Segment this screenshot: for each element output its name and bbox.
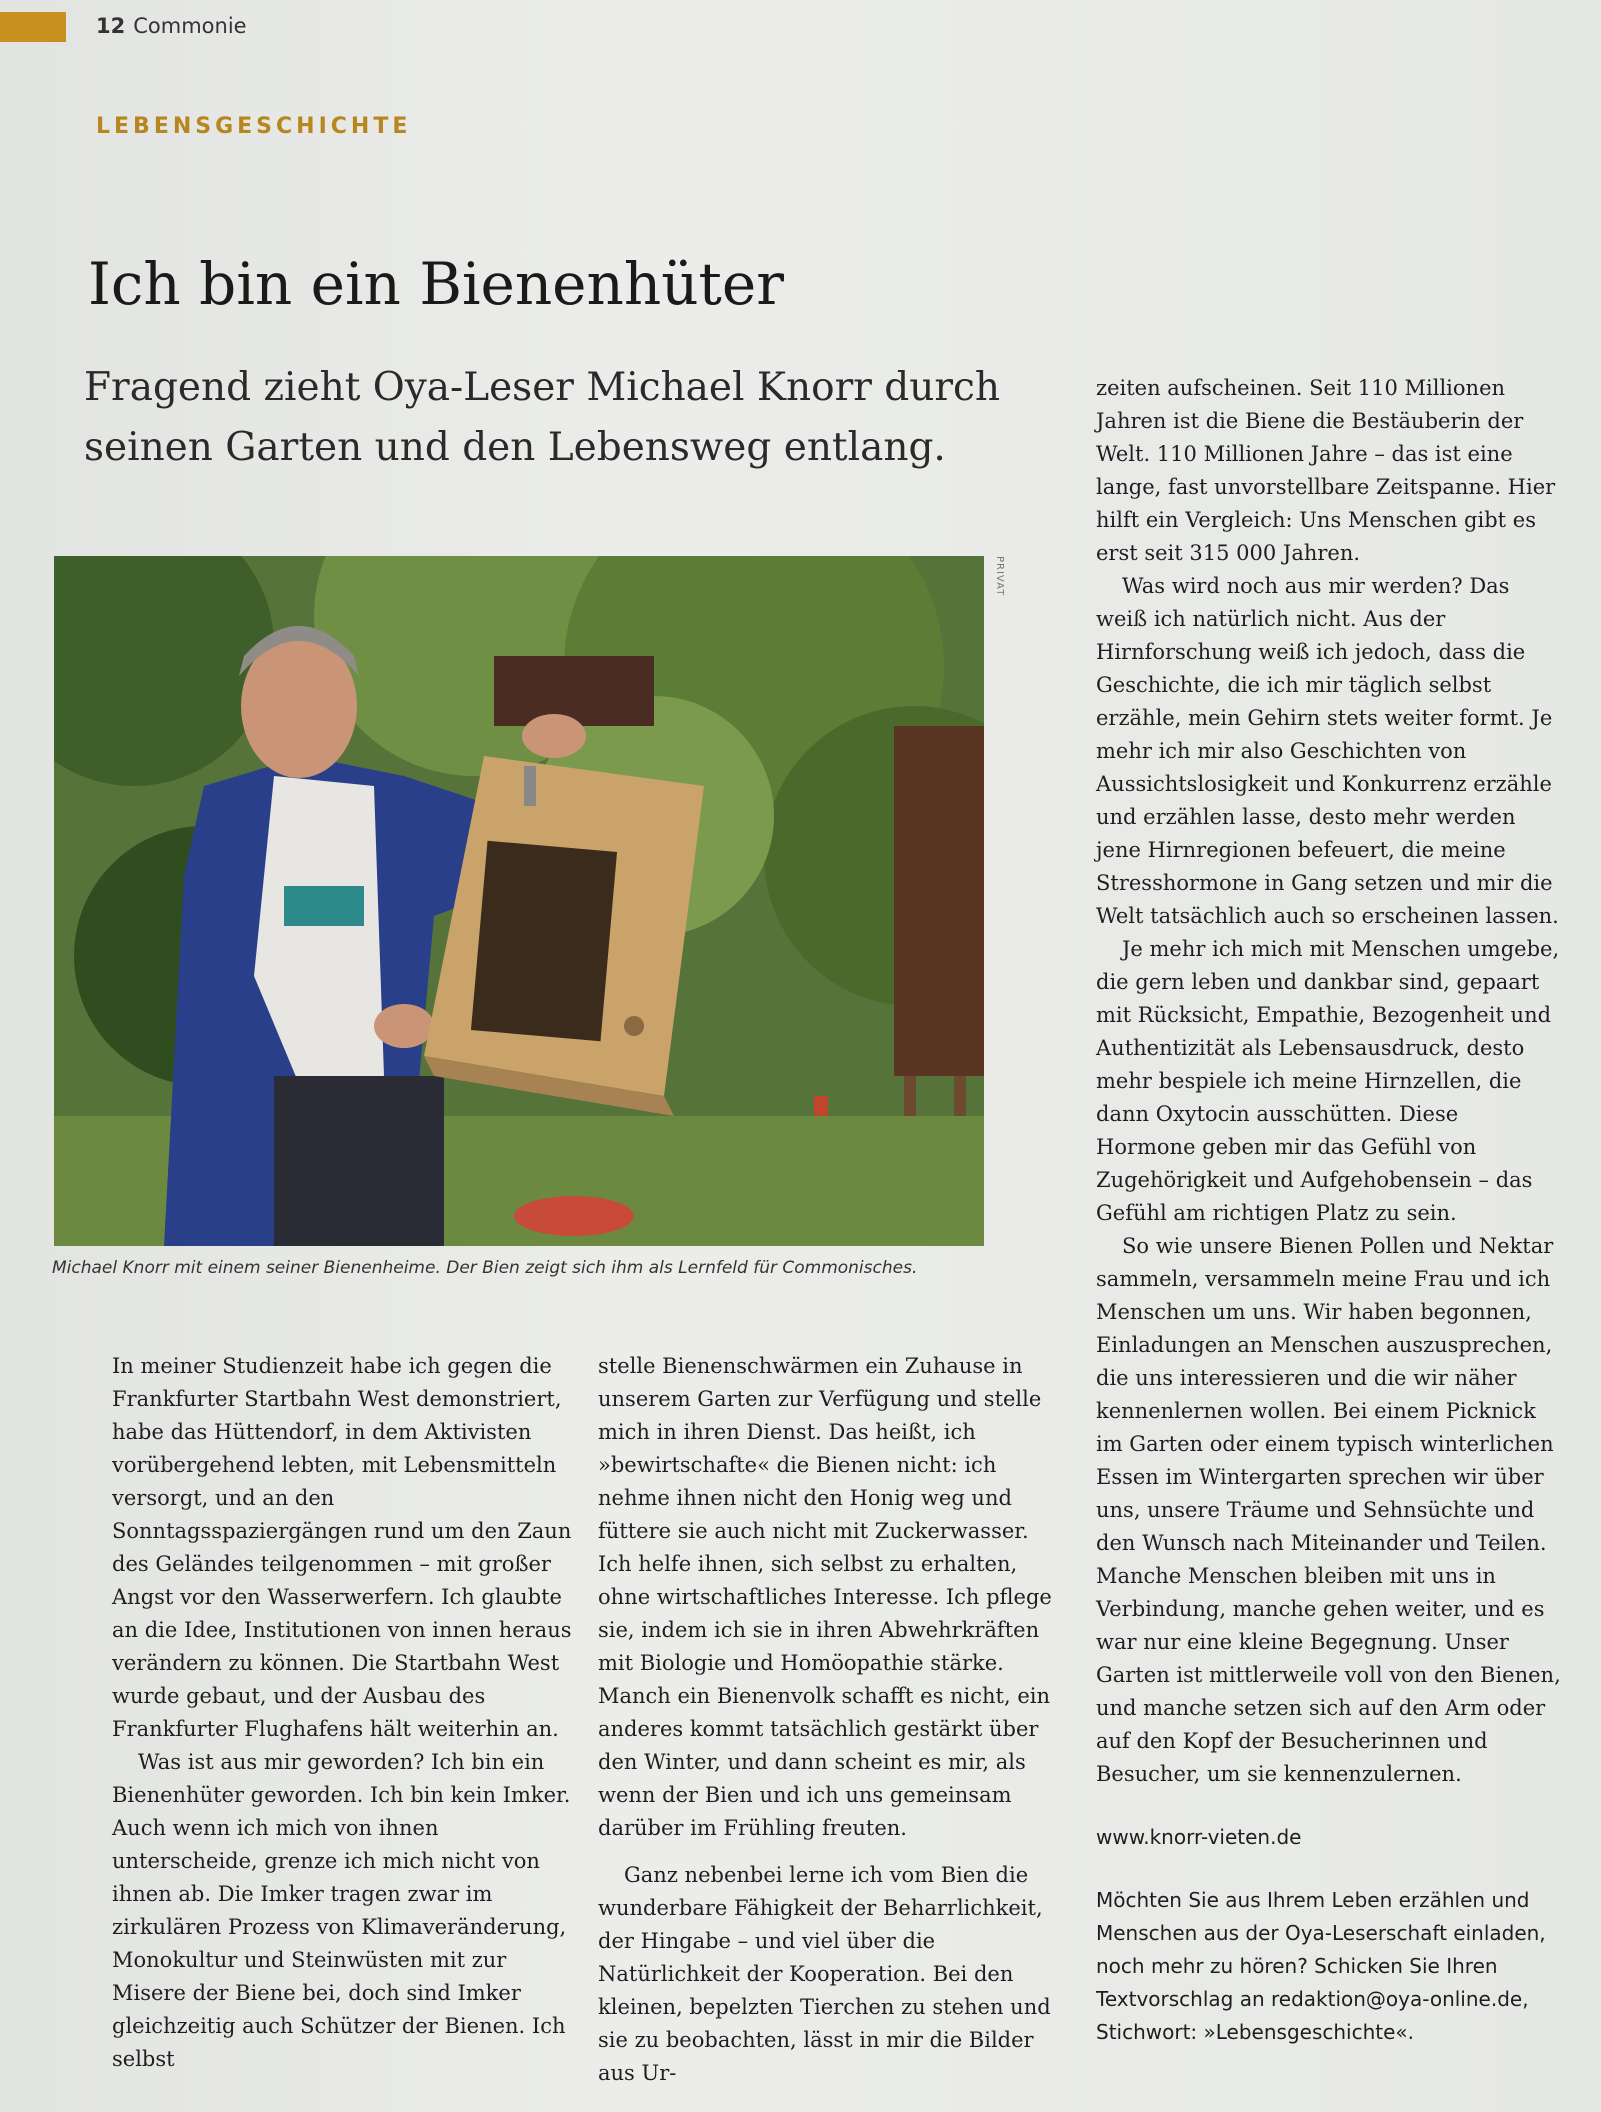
paragraph: Was wird noch aus mir werden? Das weiß ich natürlich nicht. Aus der Hirnforschung weiß ich jedoch, dass die Geschichte, die ich mir täglich selbst erzähle, mein Gehirn stets weiter formt. Je mehr ich mir also Geschichten von Aussichtslosigkeit und Konkurrenz erzähle und erzählen lasse, desto mehr werden jene Hirnregionen befeuert, die meine Stresshormone in Gang setzen und mir die Welt tatsächlich auch so erscheinen lassen. bbox=[1096, 574, 1559, 928]
reader-invitation: Möchten Sie aus Ihrem Leben erzählen und Menschen aus der Oya-Leserschaft einladen, noch mehr zu hören? Schicken Sie Ihren Textvorschlag an redaktion@oya-online.de, Stichwort: »Lebensgeschichte«. bbox=[1096, 1888, 1546, 2044]
body-column-2 bbox=[598, 1350, 1058, 2090]
paragraph: Ganz nebenbei lerne ich vom Bien die wunderbare Fähigkeit der Beharrlichkeit, der Hingabe – und viel über die Natürlichkeit der Kooperation. Bei den kleinen, bepelzten Tierchen zu stehen und sie zu beobachten, lässt in mir die Bilder aus Ur- bbox=[598, 1863, 1051, 2085]
paragraph: Was ist aus mir geworden? Ich bin ein Bienenhüter geworden. Ich bin kein Imker. Auch wenn ich mich von ihnen unterscheide, grenze ich mich nicht von ihnen ab. Die Imker tragen zwar im zirkulären Prozess von Klimaveränderung, Monokultur und Steinwüsten mit zur Misere der Biene bei, doch sind Imker gleichzeitig auch Schützer der Bienen. Ich selbst bbox=[112, 1750, 571, 2071]
article-headline: Ich bin ein Bienenhüter bbox=[88, 250, 784, 318]
article-subhead: Fragend zieht Oya-Leser Michael Knorr durch seinen Garten und den Lebensweg entlang. bbox=[84, 365, 1000, 470]
paragraph: So wie unsere Bienen Pollen und Nektar sammeln, versammeln meine Frau und ich Menschen um uns. Wir haben begonnen, Einladungen an Menschen auszusprechen, die uns interessieren und die wir näher kennenlernen wollen. Bei einem Picknick im Garten oder einem typisch winterlichen Essen im Wintergarten sprechen wir über uns, unsere Träume und Sehnsüchte und den Wunsch nach Miteinander und Teilen. Manche Menschen bleiben mit uns in Verbindung, manche gehen weiter, und es war nur eine kleine Begegnung. Unser Garten ist mittlerweile voll von den Bienen, und manche setzen sich auf den Arm oder auf den Kopf der Besucherinnen und Besucher, um sie kennenzulernen. bbox=[1096, 1234, 1561, 1786]
section-kicker: LEBENSGESCHICHTE bbox=[96, 114, 412, 139]
photo-caption: Michael Knorr mit einem seiner Bienenheime. Der Bien zeigt sich ihm als Lernfeld für Commonisches. bbox=[52, 1258, 918, 1278]
article-photo bbox=[54, 556, 984, 1246]
paragraph: Je mehr ich mich mit Menschen umgebe, die gern leben und dankbar sind, gepaart mit Rücksicht, Empathie, Bezogenheit und Authentizität als Lebensausdruck, desto mehr bespiele ich meine Hirnzellen, die dann Oxytocin ausschütten. Diese Hormone geben mir das Gefühl von Zugehörigkeit und Aufgehobensein – das Gefühl am richtigen Platz zu sein. bbox=[1096, 937, 1560, 1225]
page-number: 12 bbox=[96, 14, 126, 38]
paragraph: In meiner Studienzeit habe ich gegen die Frankfurter Startbahn West demonstriert, habe das Hüttendorf, in dem Aktivisten vorübergehend lebten, mit Lebensmitteln versorgt, und an den Sonntagsspaziergängen rund um den Zaun des Geländes teilgenommen – mit großer Angst vor den Wasserwerfern. Ich glaubte an die Idee, Institutionen von innen heraus verändern zu können. Die Startbahn West wurde gebaut, und der Ausbau des Frankfurter Flughafens hält weiterhin an. bbox=[112, 1354, 572, 1741]
page-header bbox=[96, 14, 247, 38]
photo-credit: PRIVAT bbox=[994, 556, 1005, 597]
author-website[interactable]: www.knorr-vieten.de bbox=[1096, 1825, 1302, 1849]
body-column-1 bbox=[112, 1350, 572, 2076]
paragraph: stelle Bienenschwärmen ein Zuhause in unserem Garten zur Verfügung und stelle mich in ihren Dienst. Das heißt, ich »bewirtschafte« die Bienen nicht: ich nehme ihnen nicht den Honig weg und füttere sie auch nicht mit Zuckerwasser. Ich helfe ihnen, sich selbst zu erhalten, ohne wirtschaftliches Interesse. Ich pflege sie, indem ich sie in ihren Abwehrkräften mit Biologie und Homöopathie stärke. Manch ein Bienenvolk schafft es nicht, ein anderes kommt tatsächlich gestärkt über den Winter, und dann scheint es mir, als wenn der Bien und ich uns gemeinsam darüber im Frühling freuten. bbox=[598, 1354, 1052, 1840]
paragraph: zeiten aufscheinen. Seit 110 Millionen Jahren ist die Biene die Bestäuberin der Welt. 110 Millionen Jahre – das ist eine lange, fast unvorstellbare Zeitspanne. Hier hilft ein Vergleich: Uns Menschen gibt es erst seit 315 000 Jahren. bbox=[1096, 376, 1556, 565]
accent-bar bbox=[0, 12, 66, 42]
section-name: Commonie bbox=[133, 14, 247, 38]
body-column-3 bbox=[1096, 372, 1564, 2049]
